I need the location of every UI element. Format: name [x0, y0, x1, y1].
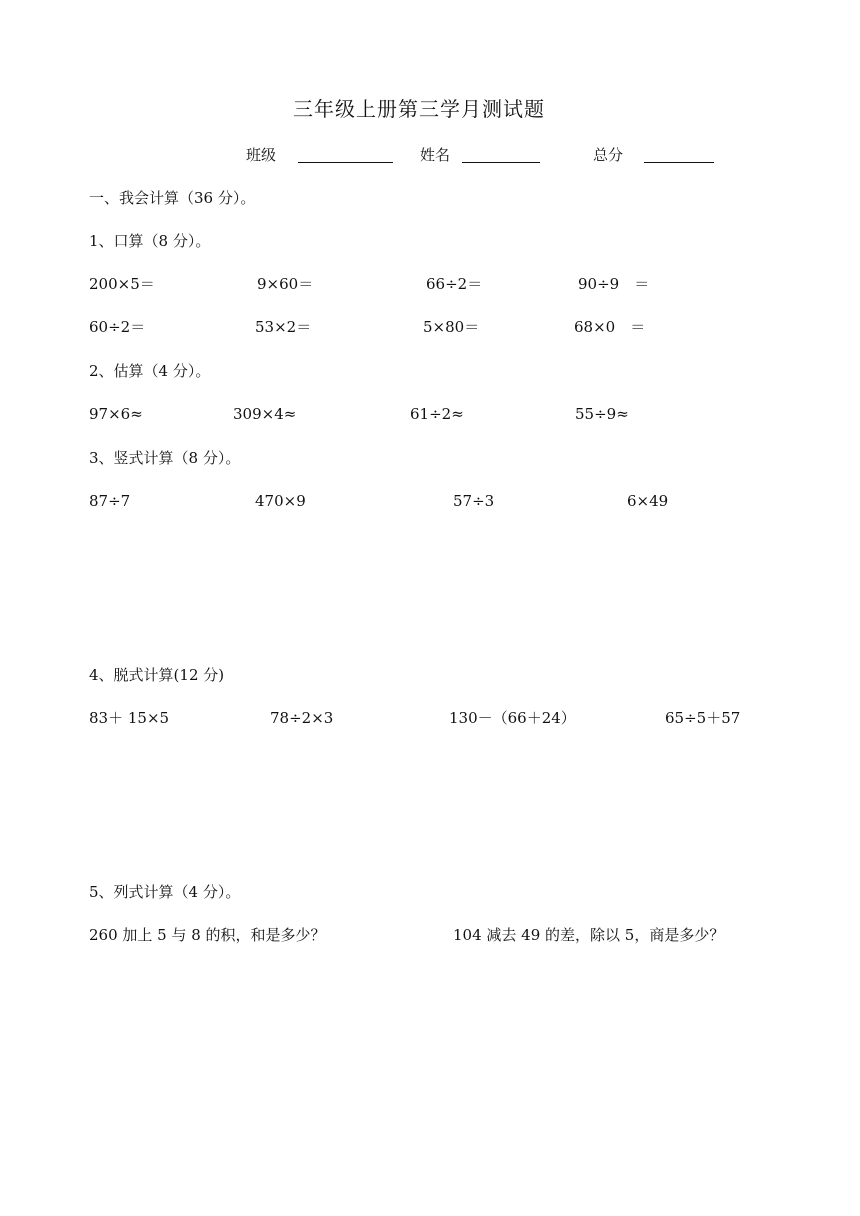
class-field[interactable]: [298, 146, 393, 163]
problem: 57÷3: [453, 492, 495, 510]
problem: 78÷2×3: [270, 709, 334, 727]
question-heading: 2、估算（4 分）。: [89, 362, 211, 380]
problem: 65÷5＋57: [665, 709, 741, 727]
problem: 60÷2＝: [89, 318, 146, 336]
problem: 53×2＝: [255, 318, 312, 336]
problem: 97×6≈: [89, 405, 143, 423]
problem: 9×60＝: [257, 275, 314, 293]
page-title: 三年级上册第三学月测试题: [293, 97, 545, 121]
question-heading: 3、竖式计算（8 分）。: [89, 449, 241, 467]
question-heading: 4、脱式计算(12 分): [89, 666, 225, 684]
problem: 83＋ 15×5: [89, 709, 170, 727]
word-problem: 104 减去 49 的差，除以 5，商是多少？: [453, 926, 725, 944]
word-problem: 260 加上 5 与 8 的积，和是多少？: [89, 926, 326, 944]
problem: 61÷2≈: [410, 405, 464, 423]
question-heading: 5、列式计算（4 分）。: [89, 883, 241, 901]
score-field[interactable]: [644, 146, 714, 163]
problem: 200×5＝: [89, 275, 155, 293]
score-label: 总分: [593, 146, 624, 164]
problem: 470×9: [255, 492, 306, 510]
problem: 68×0 ＝: [574, 318, 646, 336]
problem: 5×80＝: [423, 318, 480, 336]
problem: 130－（66＋24）: [449, 709, 576, 727]
name-label: 姓名: [420, 146, 451, 164]
question-heading: 1、口算（8 分）。: [89, 232, 211, 250]
problem: 55÷9≈: [575, 405, 629, 423]
problem: 90÷9 ＝: [578, 275, 650, 293]
problem: 309×4≈: [233, 405, 297, 423]
problem: 87÷7: [89, 492, 131, 510]
name-field[interactable]: [462, 146, 540, 163]
problem: 66÷2＝: [426, 275, 483, 293]
problem: 6×49: [627, 492, 669, 510]
section-heading: 一、我会计算（36 分）。: [89, 189, 256, 207]
class-label: 班级: [246, 146, 277, 164]
